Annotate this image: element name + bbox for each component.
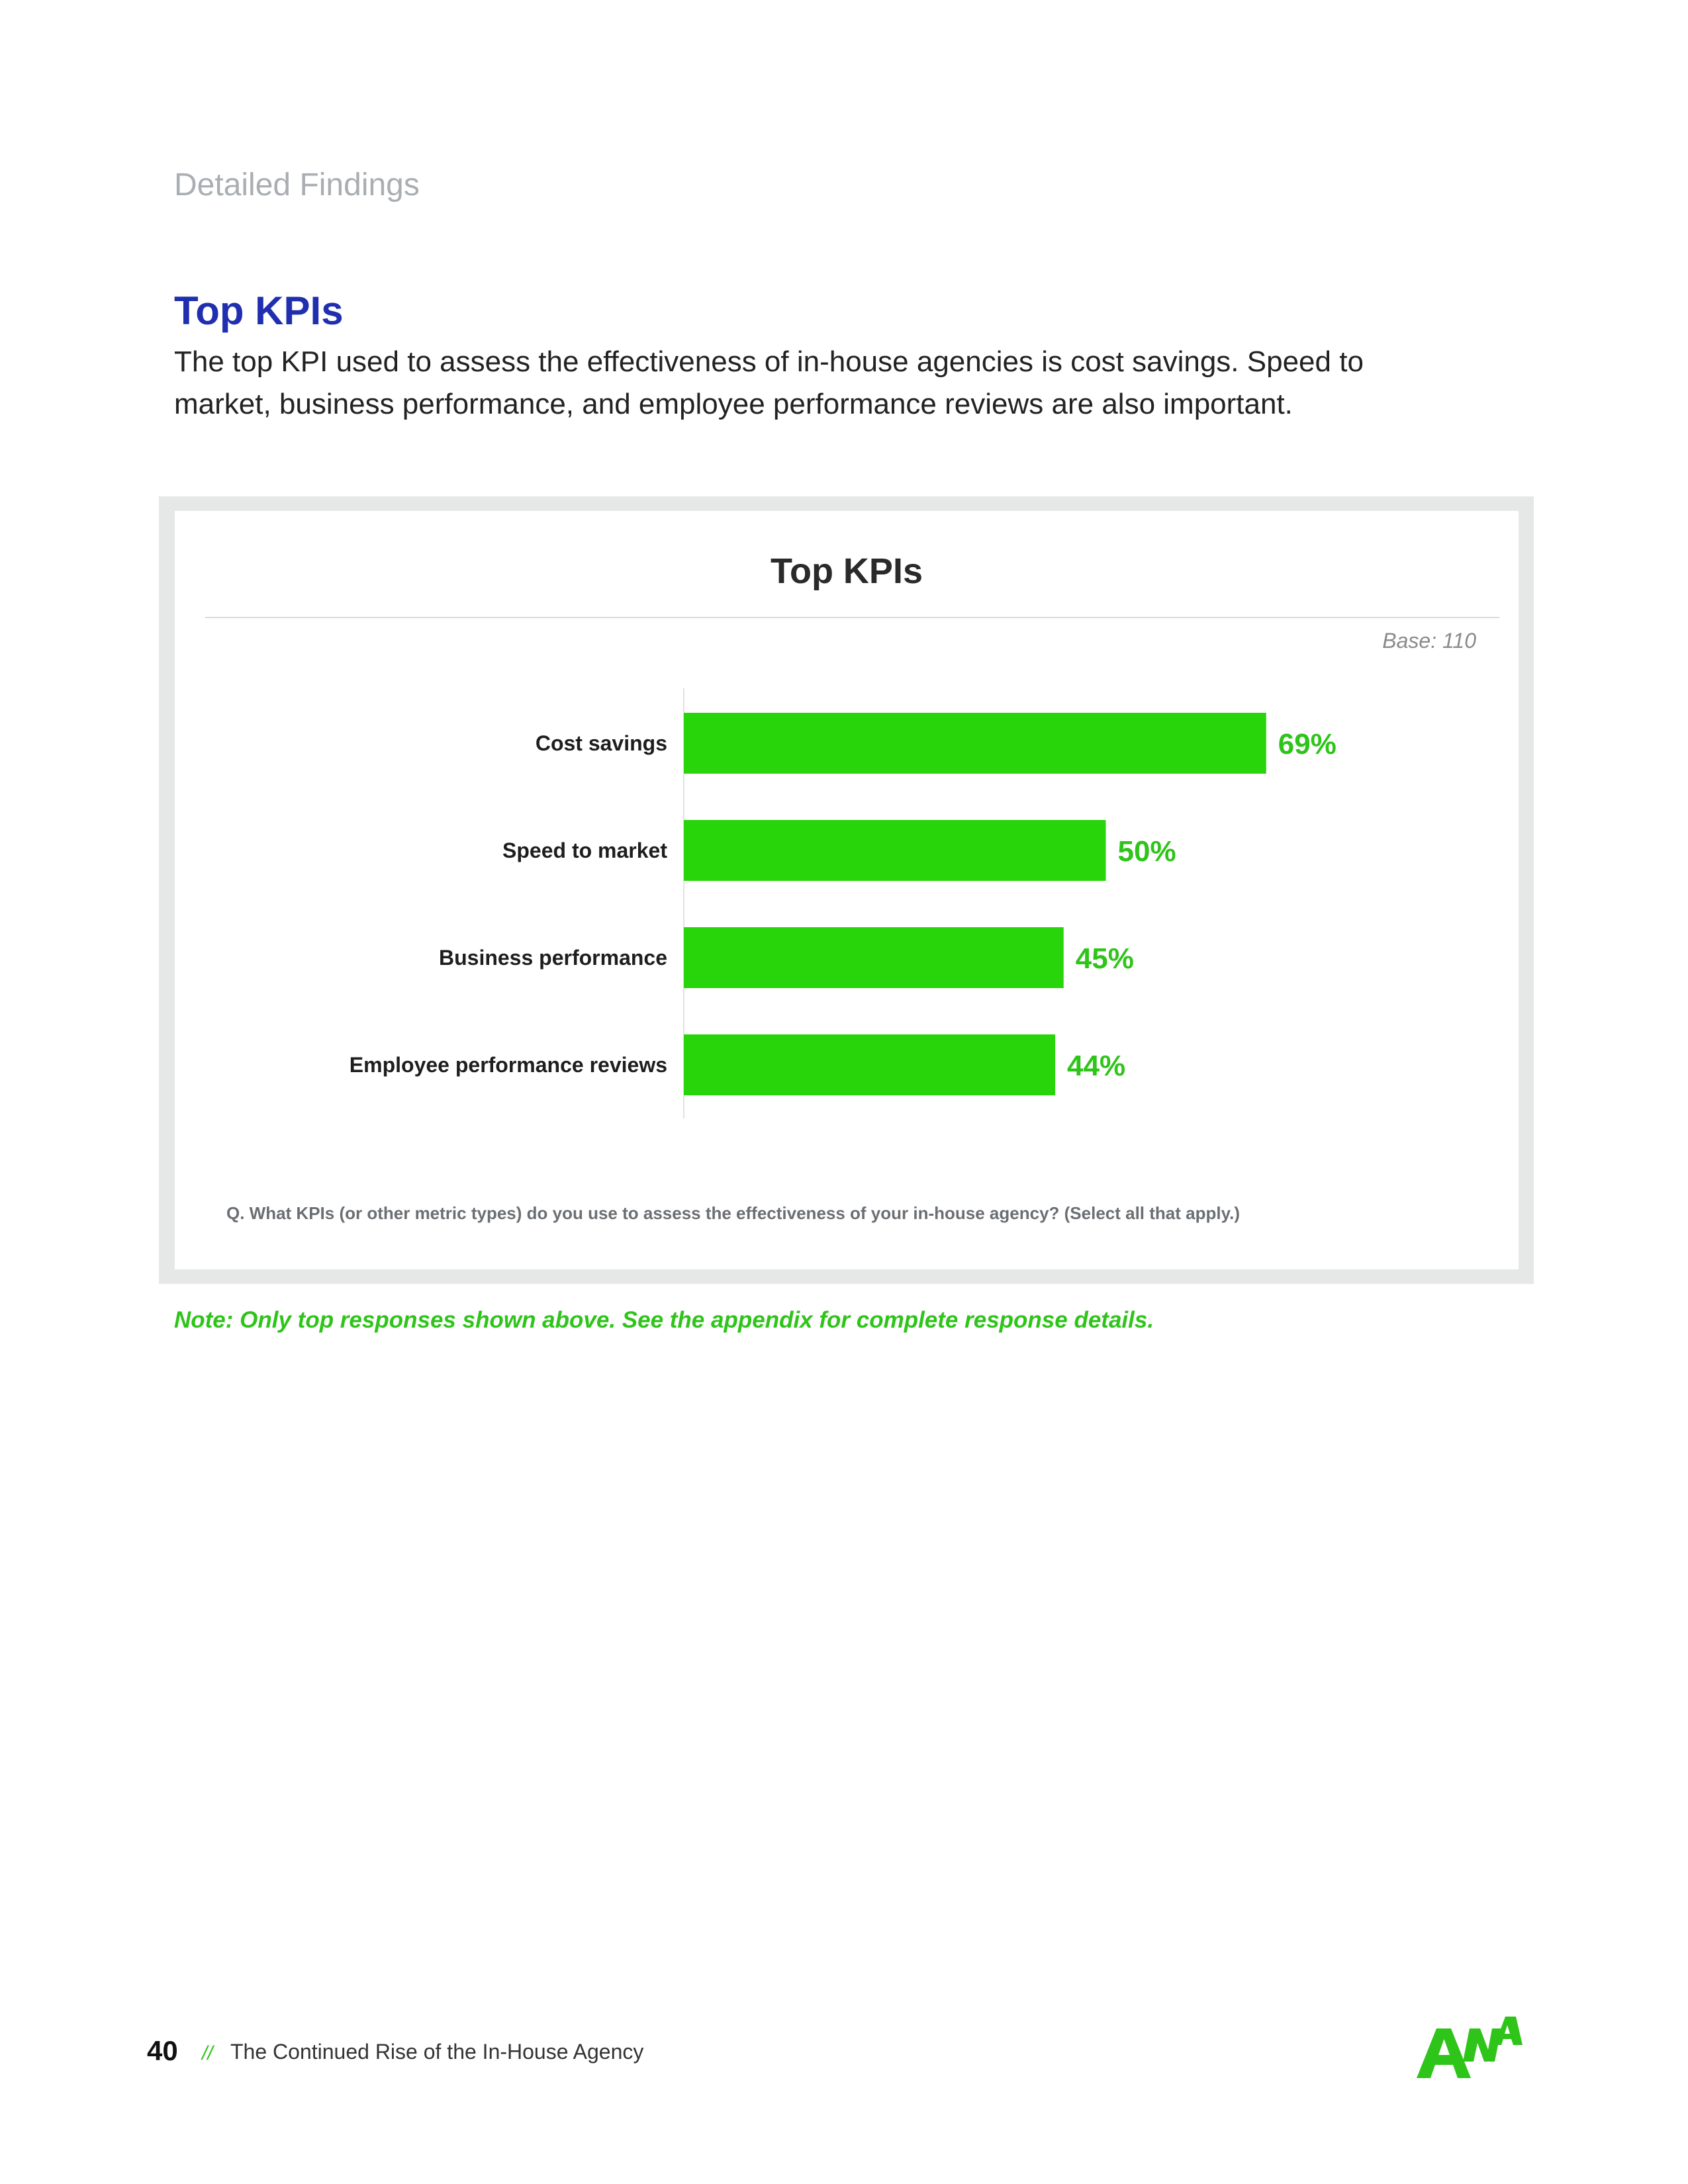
footer-separator: // <box>202 2042 213 2064</box>
bar <box>684 1034 1055 1095</box>
bar-value-label: 69% <box>1278 728 1336 760</box>
bar <box>684 927 1064 988</box>
bar <box>684 713 1266 774</box>
survey-question: Q. What KPIs (or other metric types) do you use to assess the effectiveness of your in-house agency? (Select all that apply.) <box>226 1203 1240 1223</box>
intro-paragraph: The top KPI used to assess the effectiveness of in-house agencies is cost savings. Speed to market, business performance, and employee performance reviews are also important. <box>174 345 1364 420</box>
footer-doc-title: The Continued Rise of the In-House Agency <box>230 2040 644 2064</box>
category-label: Speed to market <box>502 839 667 862</box>
page-number: 40 <box>147 2035 178 2066</box>
bar-value-label: 44% <box>1067 1050 1126 1082</box>
response-note: Note: Only top responses shown above. See the appendix for complete response details. <box>174 1307 1154 1333</box>
category-label: Employee performance reviews <box>349 1053 667 1077</box>
bar <box>684 820 1106 881</box>
page-heading: Top KPIs <box>174 289 344 333</box>
ana-logo <box>1417 2015 1523 2081</box>
bar-value-label: 45% <box>1075 942 1134 975</box>
category-label: Cost savings <box>535 731 667 755</box>
section-label: Detailed Findings <box>174 167 420 203</box>
category-label: Business performance <box>438 946 667 970</box>
base-note: Base: 110 <box>1382 629 1476 653</box>
chart-title: Top KPIs <box>770 551 923 591</box>
bar-value-label: 50% <box>1117 835 1176 868</box>
